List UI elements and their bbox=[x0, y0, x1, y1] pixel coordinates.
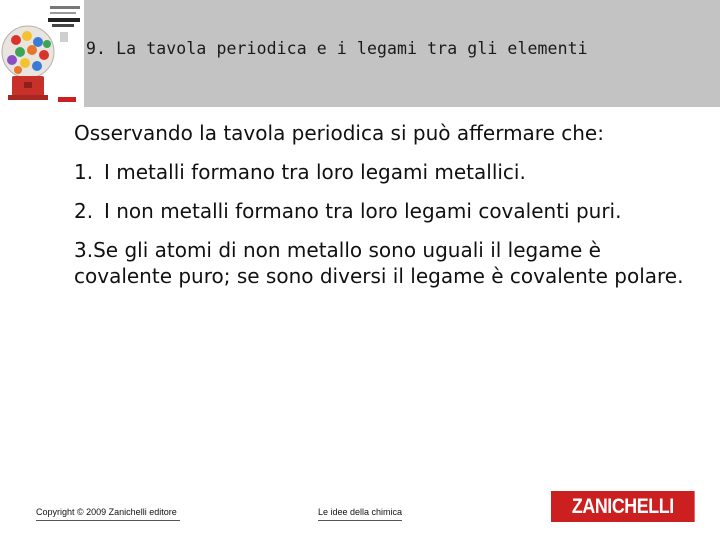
list-item bbox=[74, 159, 704, 185]
footer-divider bbox=[318, 520, 402, 521]
list-item bbox=[74, 237, 704, 289]
list-item-number: 3. bbox=[74, 238, 94, 262]
intro-text: Osservando la tavola periodica si può affermare che: bbox=[74, 121, 604, 145]
list-item-number: 1. bbox=[74, 160, 94, 184]
list-item-text: I non metalli formano tra loro legami covalenti puri. bbox=[104, 199, 622, 223]
list-item bbox=[74, 198, 704, 224]
book-cover-icon bbox=[0, 0, 84, 107]
publisher-logo: ZANICHELLI bbox=[551, 491, 695, 522]
footer-book-title: Le idee della chimica bbox=[318, 507, 403, 517]
footer-copyright: Copyright © 2009 Zanichelli editore bbox=[36, 507, 177, 517]
list-item-number: 2. bbox=[74, 199, 94, 223]
footer-divider bbox=[36, 520, 180, 521]
slide-content bbox=[74, 120, 704, 289]
list-item-text: I metalli formano tra loro legami metallici. bbox=[104, 160, 526, 184]
list-item-text: Se gli atomi di non metallo sono uguali il legame è covalente puro; se sono diversi il legame è covalente polare. bbox=[74, 238, 684, 288]
page-title: 9. La tavola periodica e i legami tra gli elementi bbox=[86, 39, 588, 58]
